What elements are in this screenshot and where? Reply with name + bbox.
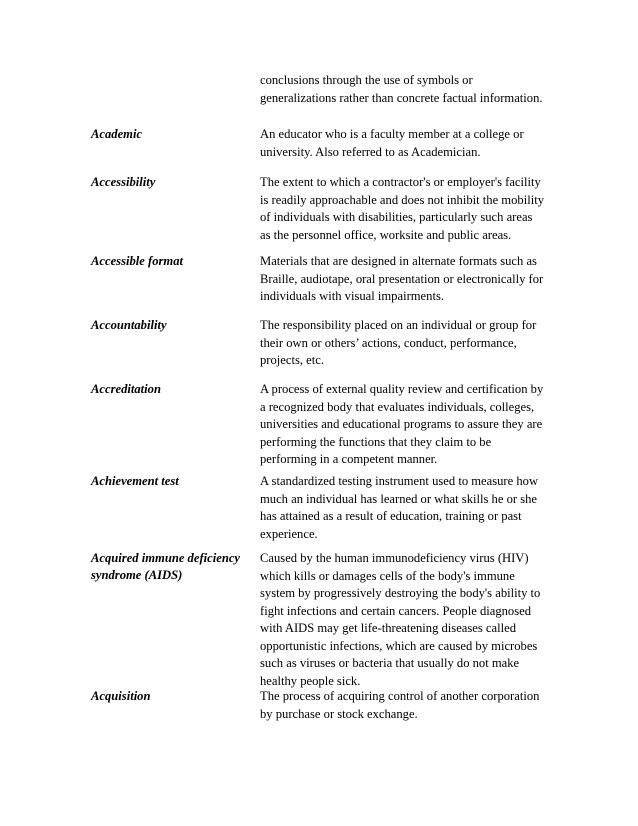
term-line: syndrome (AIDS) bbox=[91, 568, 183, 582]
definition-line: which kills or damages cells of the body's immune bbox=[260, 568, 515, 583]
definition-line: A standardized testing instrument used to measure how bbox=[260, 474, 539, 488]
definition-line: by purchase or stock exchange. bbox=[260, 706, 418, 721]
definition-line: their own or others’ actions, conduct, performance, bbox=[260, 335, 517, 350]
definition-line: conclusions through the use of symbols or bbox=[260, 73, 473, 87]
entry-term bbox=[91, 473, 251, 490]
definition-line: as the personnel office, worksite and public areas. bbox=[260, 227, 512, 242]
entry-definition bbox=[260, 688, 560, 723]
definition-line: performing the functions that they claim to be bbox=[260, 434, 492, 449]
definition-line: The process of acquiring control of another corporation bbox=[260, 689, 540, 703]
definition-line: a recognized body that evaluates individuals, colleges, bbox=[260, 399, 535, 414]
term-line: Achievement test bbox=[91, 474, 179, 488]
definition-line: healthy people sick. bbox=[260, 673, 361, 688]
term-line: Acquired immune deficiency bbox=[91, 551, 241, 565]
entry-term bbox=[91, 126, 251, 143]
term-line: Accessibility bbox=[91, 175, 156, 189]
entry-definition bbox=[260, 253, 560, 306]
definition-line: of individuals with disabilities, particularly such areas bbox=[260, 210, 533, 224]
entry-definition bbox=[260, 174, 560, 244]
definition-line: experience. bbox=[260, 526, 318, 541]
definition-line: has attained as a result of education, training or past bbox=[260, 509, 522, 523]
definition-line: fight infections and certain cancers. People diagnosed bbox=[260, 603, 532, 618]
definition-line: An educator who is a faculty member at a college or bbox=[260, 127, 524, 141]
entry-term bbox=[91, 317, 251, 334]
entry-definition bbox=[260, 126, 560, 161]
entry-definition bbox=[260, 317, 560, 370]
definition-line: A process of external quality review and certification by bbox=[260, 382, 544, 396]
entry-definition bbox=[260, 550, 560, 690]
definition-line: Materials that are designed in alternate formats such as bbox=[260, 254, 537, 268]
definition-line: The responsibility placed on an individual or group for bbox=[260, 318, 537, 332]
entry-term bbox=[91, 550, 251, 584]
entry-term bbox=[91, 688, 251, 705]
definition-line: is readily approachable and does not inhibit the mobility bbox=[260, 192, 544, 207]
definition-line: The extent to which a contractor's or employer's facility bbox=[260, 175, 541, 189]
term-line: Accreditation bbox=[91, 382, 161, 396]
definition-line: opportunistic infections, which are caused by microbes bbox=[260, 638, 538, 653]
term-line: Accountability bbox=[91, 318, 167, 332]
definition-line: system by progressively destroying the body's ability to bbox=[260, 586, 541, 600]
definition-line: performing in a competent manner. bbox=[260, 452, 438, 466]
entry-term bbox=[91, 253, 251, 270]
term-line: Acquisition bbox=[91, 689, 151, 703]
entry-term bbox=[91, 381, 251, 398]
definition-line: universities and educational programs to assure they are bbox=[260, 417, 543, 431]
term-line: Accessible format bbox=[91, 254, 183, 268]
term-line: Academic bbox=[91, 127, 143, 141]
definition-line: individuals with visual impairments. bbox=[260, 289, 444, 303]
definition-line: such as viruses or bacteria that usually do not make bbox=[260, 656, 520, 670]
definition-line: Braille, audiotape, oral presentation or electronically for bbox=[260, 271, 544, 286]
definition-line: generalizations rather than concrete factual information. bbox=[260, 90, 543, 105]
definition-line: with AIDS may get life-threatening diseases called bbox=[260, 621, 516, 635]
definition-line: projects, etc. bbox=[260, 353, 324, 367]
definition-line: Caused by the human immunodeficiency virus (HIV) bbox=[260, 551, 529, 565]
entry-definition bbox=[260, 473, 560, 543]
definition-line: much an individual has learned or what skills he or she bbox=[260, 491, 537, 506]
continued-definition bbox=[260, 72, 560, 107]
entry-definition bbox=[260, 381, 560, 469]
entry-term bbox=[91, 174, 251, 191]
definition-line: university. Also referred to as Academician. bbox=[260, 144, 481, 159]
